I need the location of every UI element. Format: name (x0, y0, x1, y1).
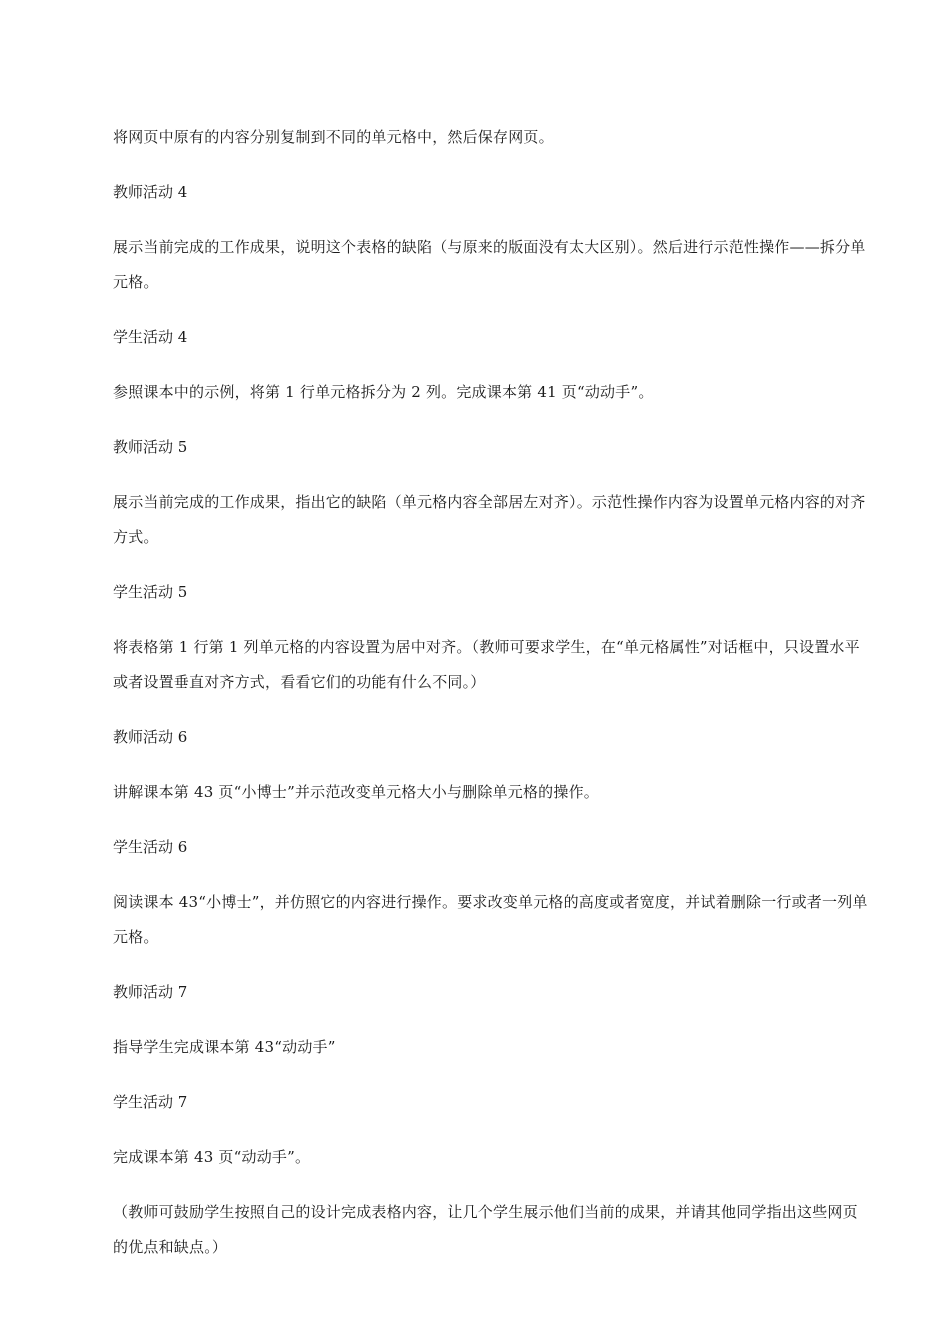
paragraph-teacher-note: （教师可鼓励学生按照自己的设计完成表格内容，让几个学生展示他们当前的成果，并请其他同学指出这些网页的优点和缺点。） (113, 1203, 858, 1256)
heading-student-activity-4: 学生活动 4 (113, 328, 188, 346)
heading-student-activity-6: 学生活动 6 (113, 838, 188, 856)
document-body (113, 120, 868, 1285)
paragraph-student-activity-5: 将表格第 1 行第 1 列单元格的内容设置为居中对齐。（教师可要求学生，在“单元格属性”对话框中，只设置水平或者设置垂直对齐方式，看看它们的功能有什么不同。） (113, 638, 860, 691)
paragraph-teacher-activity-5: 展示当前完成的工作成果，指出它的缺陷（单元格内容全部居左对齐）。示范性操作内容为设置单元格内容的对齐方式。 (113, 493, 866, 546)
paragraph-teacher-activity-6: 讲解课本第 43 页“小博士”并示范改变单元格大小与删除单元格的操作。 (113, 783, 599, 801)
paragraph-student-activity-4: 参照课本中的示例，将第 1 行单元格拆分为 2 列。完成课本第 41 页“动动手”。 (113, 383, 654, 401)
heading-teacher-activity-4: 教师活动 4 (113, 183, 188, 201)
paragraph-student-activity-6: 阅读课本 43“小博士”，并仿照它的内容进行操作。要求改变单元格的高度或者宽度，并试着删除一行或者一列单元格。 (113, 893, 868, 946)
paragraph-copy-content: 将网页中原有的内容分别复制到不同的单元格中，然后保存网页。 (113, 128, 554, 146)
heading-teacher-activity-6: 教师活动 6 (113, 728, 188, 746)
heading-teacher-activity-5: 教师活动 5 (113, 438, 188, 456)
paragraph-student-activity-7: 完成课本第 43 页“动动手”。 (113, 1148, 311, 1166)
heading-student-activity-5: 学生活动 5 (113, 583, 188, 601)
paragraph-teacher-activity-4: 展示当前完成的工作成果，说明这个表格的缺陷（与原来的版面没有太大区别）。然后进行示范性操作——拆分单元格。 (113, 238, 866, 291)
heading-student-activity-7: 学生活动 7 (113, 1093, 188, 1111)
paragraph-teacher-activity-7: 指导学生完成课本第 43“动动手” (113, 1038, 336, 1056)
heading-teacher-activity-7: 教师活动 7 (113, 983, 188, 1001)
